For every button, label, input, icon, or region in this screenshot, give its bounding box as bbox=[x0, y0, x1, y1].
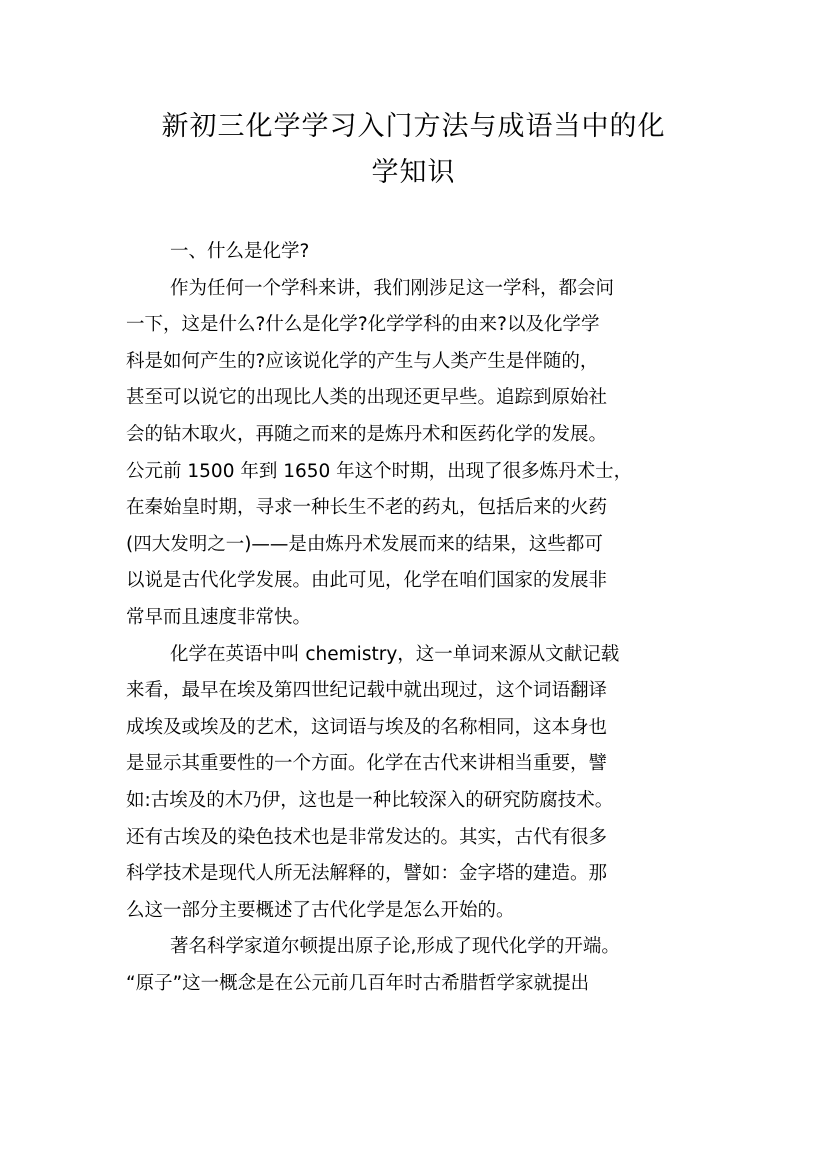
body-line: 成埃及或埃及的艺术，这词语与埃及的名称相同，这本身也 bbox=[126, 716, 608, 738]
body-line: 是显示其重要性的一个方面。化学在古代来讲相当重要，譬 bbox=[126, 753, 608, 775]
body-line: 常早而且速度非常快。 bbox=[126, 606, 312, 628]
body-line: 作为任何一个学科来讲，我们刚涉足这一学科，都会问 bbox=[170, 277, 615, 299]
body-line: 来看，最早在埃及第四世纪记载中就出现过，这个词语翻译 bbox=[126, 680, 608, 702]
document-body bbox=[126, 234, 718, 1002]
body-line: 一下，这是什么?什么是化学?化学学科的由来?以及化学学 bbox=[126, 314, 600, 336]
body-line: 著名科学家道尔顿提出原子论,形成了现代化学的开端。 bbox=[170, 936, 620, 958]
body-line: 化学在英语中叫 chemistry，这一单词来源从文献记载 bbox=[170, 643, 620, 665]
body-line: 科学技术是现代人所无法解释的，譬如：金字塔的建造。那 bbox=[126, 863, 608, 885]
document-title bbox=[120, 104, 707, 196]
body-line: 么这一部分主要概述了古代化学是怎么开始的。 bbox=[126, 899, 515, 921]
body-line: (四大发明之一)——是由炼丹术发展而来的结果，这些都可 bbox=[126, 533, 603, 555]
body-line: 公元前 1500 年到 1650 年这个时期，出现了很多炼丹术士， bbox=[126, 460, 633, 482]
body-line: 在秦始皇时期，寻求一种长生不老的药丸，包括后来的火药 bbox=[126, 497, 608, 519]
body-line: 还有古埃及的染色技术也是非常发达的。其实，古代有很多 bbox=[126, 826, 608, 848]
body-line: 会的钻木取火，再随之而来的是炼丹术和医药化学的发展。 bbox=[126, 423, 608, 445]
body-line: 科是如何产生的?应该说化学的产生与人类产生是伴随的， bbox=[126, 350, 599, 372]
body-line: 如:古埃及的木乃伊，这也是一种比较深入的研究防腐技术。 bbox=[126, 789, 614, 811]
body-line: “原子”这一概念是在公元前几百年时古希腊哲学家就提出 bbox=[126, 972, 590, 994]
body-line: 一、什么是化学? bbox=[170, 241, 310, 262]
body-line: 以说是古代化学发展。由此可见，化学在咱们国家的发展非 bbox=[126, 570, 608, 592]
title-line: 学知识 bbox=[371, 157, 456, 188]
body-line: 甚至可以说它的出现比人类的出现还更早些。追踪到原始社 bbox=[126, 387, 608, 409]
title-line: 新初三化学学习入门方法与成语当中的化 bbox=[161, 111, 666, 142]
